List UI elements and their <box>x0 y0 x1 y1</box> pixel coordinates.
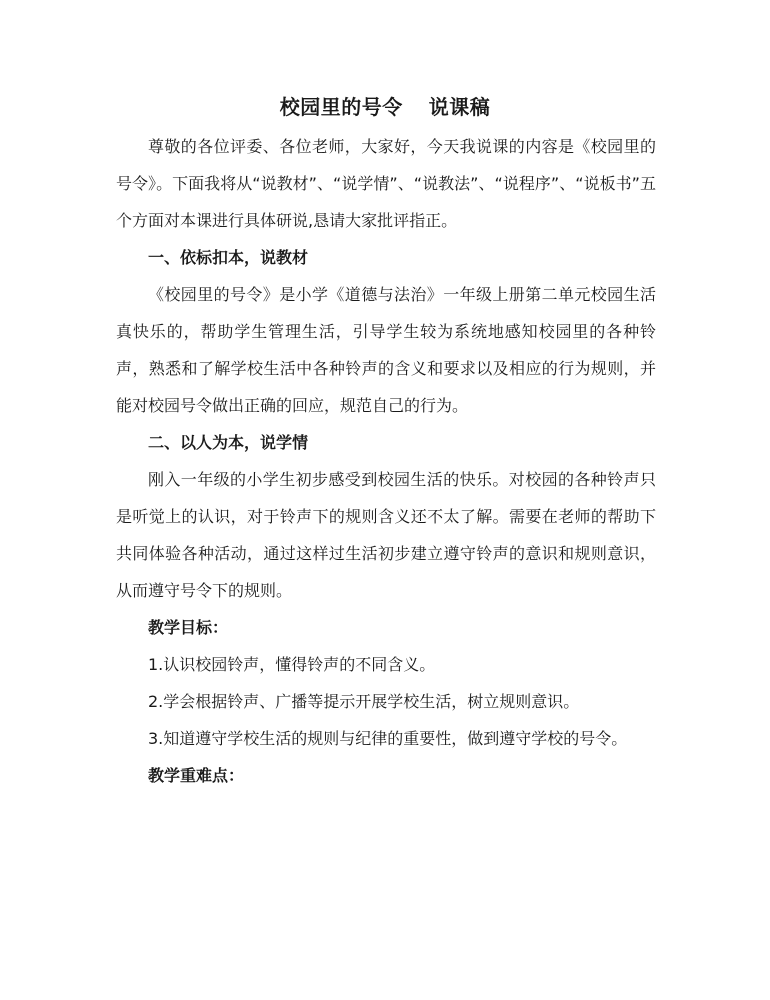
key-points-heading: 教学重难点： <box>148 766 245 785</box>
section-heading-textbook: 一、依标扣本，说教材 <box>148 248 309 267</box>
document-title <box>0 92 770 122</box>
goal-item-2: 2.学会根据铃声、广播等提示开展学校生活，树立规则意识。 <box>148 692 580 711</box>
title-sub: 说课稿 <box>428 95 491 119</box>
students-paragraph: 刚入一年级的小学生初步感受到校园生活的快乐。对校园的各种铃声只是听觉上的认识，对于铃声下的规则含义还不太了解。需要在老师的帮助下共同体验各种活动，通过这样过生活初步建立遵守铃声的意识和规则意识，从而遵守号令下的规则。 <box>116 470 656 600</box>
teaching-goals-heading: 教学目标： <box>148 618 229 637</box>
textbook-paragraph: 《校园里的号令》是小学《道德与法治》一年级上册第二单元校园生活真快乐的，帮助学生管理生活，引导学生较为系统地感知校园里的各种铃声，熟悉和了解学校生活中各种铃声的含义和要求以及相应的行为规则，并能对校园号令做出正确的回应，规范自己的行为。 <box>116 285 656 415</box>
intro-paragraph: 尊敬的各位评委、各位老师，大家好，今天我说课的内容是《校园里的号令》。下面我将从“说教材”、“说学情”、“说教法”、“说程序”、“说板书”五个方面对本课进行具体研说,恳请大家批评指正。 <box>116 137 656 230</box>
goal-item-1: 1.认识校园铃声，懂得铃声的不同含义。 <box>148 655 436 674</box>
document-body <box>116 128 656 794</box>
goal-item-3: 3.知道遵守学校生活的规则与纪律的重要性，做到遵守学校的号令。 <box>148 729 628 748</box>
section-heading-students: 二、以人为本，说学情 <box>148 433 309 452</box>
title-main: 校园里的号令 <box>279 95 403 119</box>
